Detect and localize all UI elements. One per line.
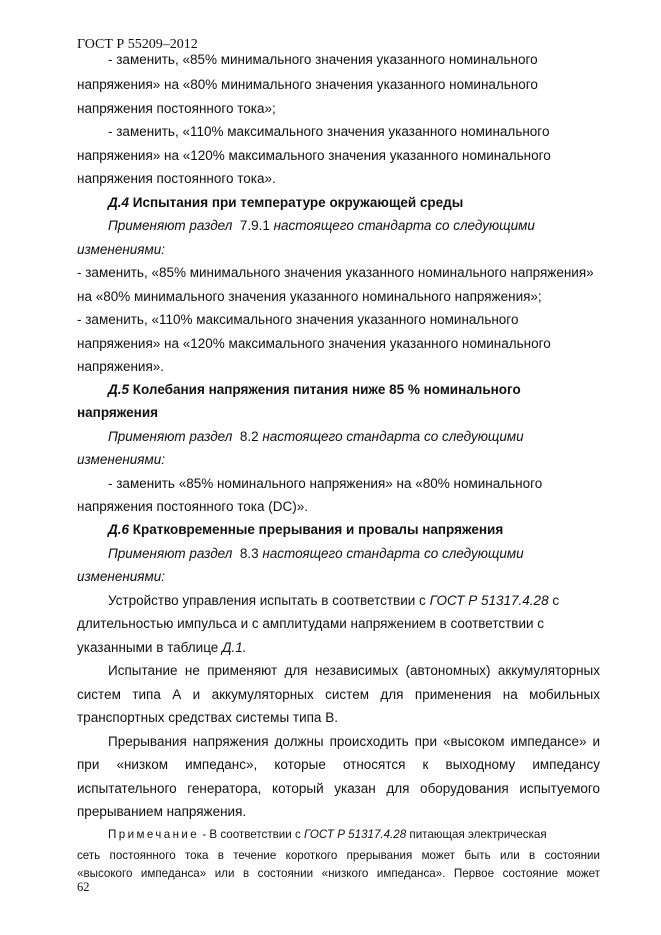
section-title: Колебания напряжения питания ниже 85 % номинального <box>129 382 521 397</box>
section-title-cont: напряжения <box>77 405 158 420</box>
page-number: 62 <box>77 880 90 894</box>
text-line: - заменить «85% номинального напряжения» на «80% номинального <box>108 476 543 491</box>
text-line: - заменить, «110% максимального значения указанного номинального <box>108 124 550 139</box>
text-line: напряжения постоянного тока (DC)». <box>77 499 309 514</box>
paragraph-line: испытательного генератора, который указан для оборудования испытуемого <box>77 781 600 796</box>
apply-text: Применяют раздел <box>108 429 233 444</box>
apply-text: настоящего стандарта со следующими <box>273 218 535 233</box>
note-line: сеть постоянного тока в течение короткого прерывания может быть или в состоянии <box>77 849 600 862</box>
text-line: напряжения». <box>77 359 165 374</box>
section-heading-d4 <box>108 195 463 211</box>
text-line: напряжения постоянного тока»; <box>77 101 276 116</box>
text-line: напряжения» на «120% максимального значения указанного номинального <box>77 148 551 163</box>
standard-ref: ГОСТ Р 51317.4.28 <box>303 828 407 841</box>
text-run: питающая электрическая <box>406 828 547 841</box>
apply-text: настоящего стандарта со следующими <box>262 546 524 561</box>
section-ref: 7.9.1 <box>232 218 274 233</box>
note-line: «высокого импеданса» или в состоянии «низкого импеданса». Первое состояние может <box>77 867 600 880</box>
paragraph-line: прерыванием напряжения. <box>77 804 247 819</box>
paragraph-line: Испытание не применяют для независимых (автономных) аккумуляторных <box>108 663 600 678</box>
text-run: - В соответствии с <box>199 828 304 841</box>
apply-clause <box>108 218 535 234</box>
text-line: - заменить, «110% максимального значения указанного номинального <box>77 312 519 327</box>
table-ref: Д.1. <box>222 640 247 655</box>
section-ref: 8.2 <box>232 429 263 444</box>
note-line <box>108 827 547 843</box>
paragraph-line: длительностью импульса и с амплитудами напряжением в соответствии с <box>77 616 545 631</box>
section-number: Д.4 <box>108 195 130 210</box>
text-line: напряжения постоянного тока». <box>77 171 276 186</box>
paragraph-line: транспортных средствах системы типа В. <box>77 710 338 725</box>
paragraph-line: систем типа А и аккумуляторных систем для применения на мобильных <box>77 687 600 702</box>
paragraph-line <box>108 593 559 609</box>
text-run: Устройство управления испытать в соответствии с <box>108 593 430 608</box>
section-title: Испытания при температуре окружающей среды <box>129 195 464 210</box>
apply-text: настоящего стандарта со следующими <box>262 429 524 444</box>
section-title: Кратковременные прерывания и провалы напряжения <box>129 522 504 537</box>
document-id-header: ГОСТ Р 55209–2012 <box>77 37 198 52</box>
text-run: с <box>548 593 560 608</box>
paragraph-line: при «низком импеданс», которые относятся к выходному импедансу <box>77 757 600 772</box>
apply-clause <box>108 429 524 445</box>
text-line: - заменить, «85% минимального значения указанного номинального <box>108 52 538 67</box>
apply-clause <box>108 546 524 562</box>
section-heading-d6 <box>108 522 503 538</box>
text-line: на «80% минимального значения указанного номинального напряжения»; <box>77 289 542 304</box>
apply-clause-end: изменениями: <box>77 452 165 467</box>
apply-clause-end: изменениями: <box>77 569 165 584</box>
section-number: Д.5 <box>108 382 130 397</box>
section-heading-d5 <box>108 382 521 398</box>
text-line: напряжения» на «120% максимального значения указанного номинального <box>77 336 551 351</box>
text-run: указанными в таблице <box>77 640 223 655</box>
apply-text: Применяют раздел <box>108 546 233 561</box>
text-line: напряжения» на «80% минимального значения указанного номинального <box>77 77 538 92</box>
section-number: Д.6 <box>108 522 130 537</box>
text-line: - заменить, «85% минимального значения указанного номинального напряжения» <box>77 265 594 280</box>
standard-ref: ГОСТ Р 51317.4.28 <box>429 593 549 608</box>
section-ref: 8.3 <box>232 546 263 561</box>
paragraph-line: Прерывания напряжения должны происходить при «высоком импедансе» и <box>108 734 600 749</box>
apply-clause-end: изменениями: <box>77 242 165 257</box>
apply-text: Применяют раздел <box>108 218 233 233</box>
paragraph-line <box>77 640 247 656</box>
note-label: Примечание <box>108 828 200 841</box>
